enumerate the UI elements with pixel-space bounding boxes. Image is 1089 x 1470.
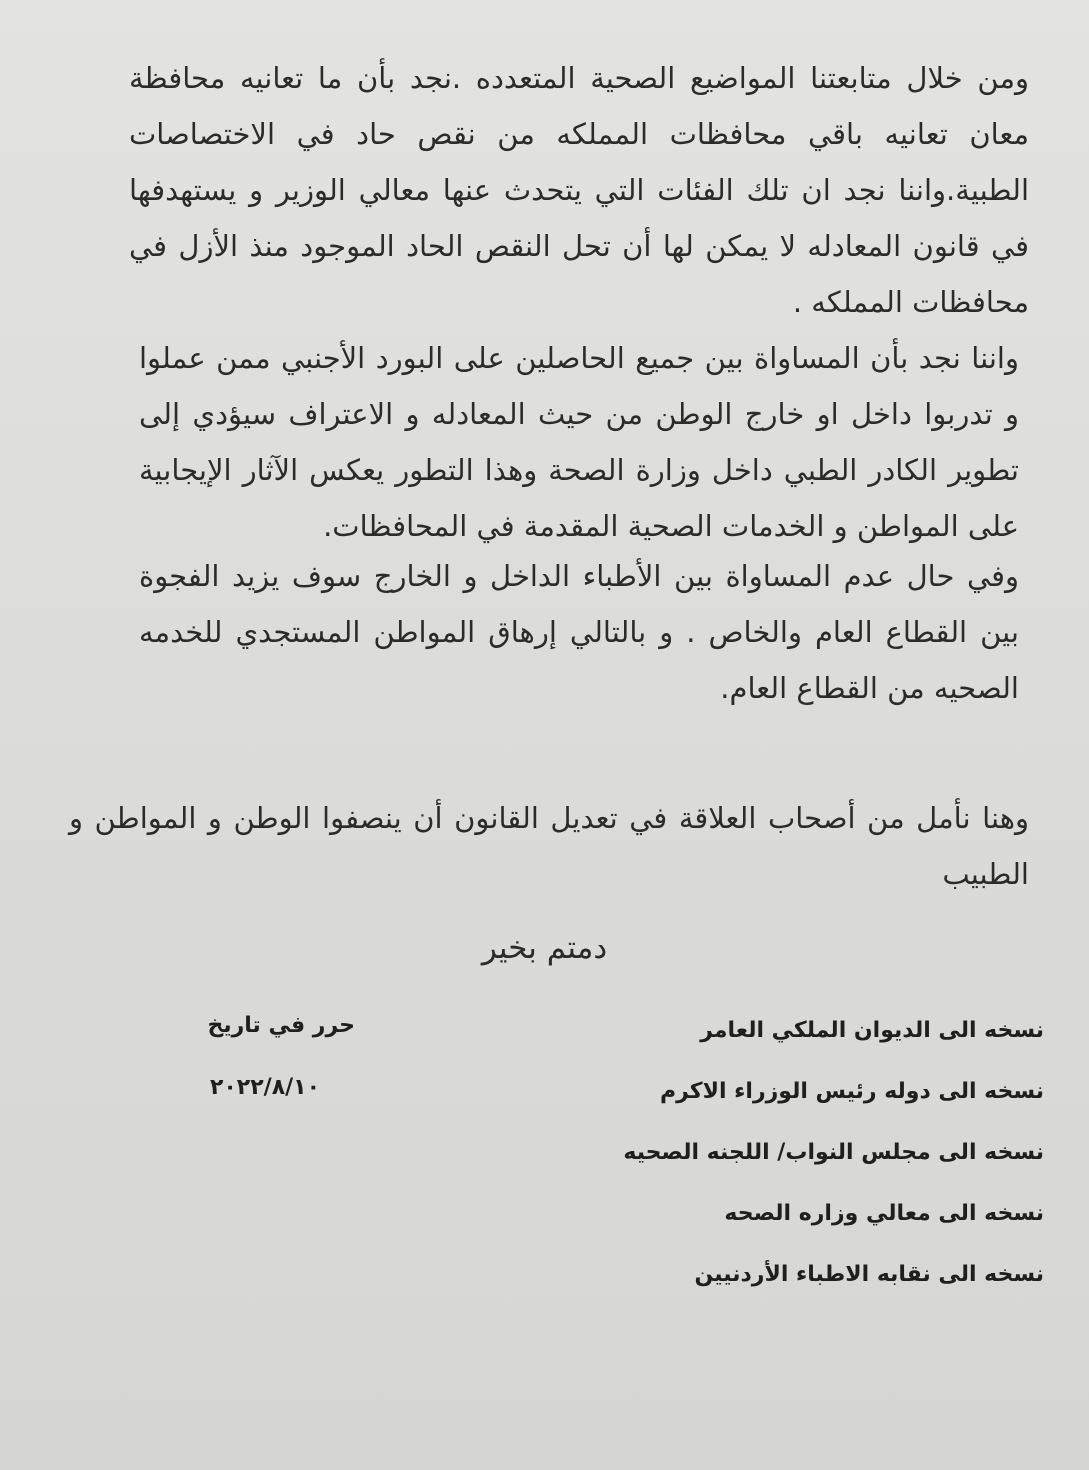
copy-recipient-health-ministry: نسخه الى معالي وزاره الصحه bbox=[724, 1201, 1044, 1226]
copy-recipient-parliament: نسخه الى مجلس النواب/ اللجنه الصحيه bbox=[623, 1140, 1044, 1165]
copy-recipient-royal-court: نسخه الى الديوان الملكي العامر bbox=[700, 1018, 1044, 1043]
date-label: حرر في تاريخ bbox=[207, 1013, 355, 1038]
copy-recipient-prime-minister: نسخه الى دوله رئيس الوزراء الاكرم bbox=[659, 1079, 1044, 1104]
paragraph-intro: ومن خلال متابعتنا المواضيع الصحية المتعدده .نجد بأن ما تعانيه محافظة معان تعانيه باقي محافظات المملكه من نقص حاد في الاختصاصات الطبية.واننا نجد ان تلك الفئات التي يتحدث عنها معالي الوزير و يستهدفها في قانون المعادله لا يمكن لها أن تحل النقص الحاد الموجود منذ الأزل في محافظات المملكه . bbox=[129, 61, 1029, 319]
paragraph-equality: واننا نجد بأن المساواة بين جميع الحاصلين على البورد الأجنبي ممن عملوا و تدربوا داخل او خارج الوطن من حيث المعادله و الاعتراف سيؤدي إلى تطوير الكادر الطبي داخل وزارة الصحة وهذا التطور يعكس الآثار الإيجابية على المواطن و الخدمات الصحية المقدمة في المحافظات. bbox=[139, 341, 1019, 543]
date-value: ٢٠٢٢/٨/١٠ bbox=[209, 1075, 321, 1100]
copies-list bbox=[623, 1000, 1044, 1305]
date-block bbox=[175, 1006, 355, 1108]
paragraph-request: وهنا نأمل من أصحاب العلاقة في تعديل القانون أن ينصفوا الوطن و المواطن و الطبيب bbox=[69, 801, 1029, 891]
paragraph-gap: وفي حال عدم المساواة بين الأطباء الداخل و الخارج سوف يزيد الفجوة بين القطاع العام والخاص . و بالتالي إرهاق المواطن المستجدي للخدمه الصحيه من القطاع العام. bbox=[139, 559, 1019, 705]
closing-line: دمتم بخير bbox=[481, 930, 608, 966]
copy-recipient-medical-association: نسخه الى نقابه الاطباء الأردنيين bbox=[694, 1262, 1044, 1287]
